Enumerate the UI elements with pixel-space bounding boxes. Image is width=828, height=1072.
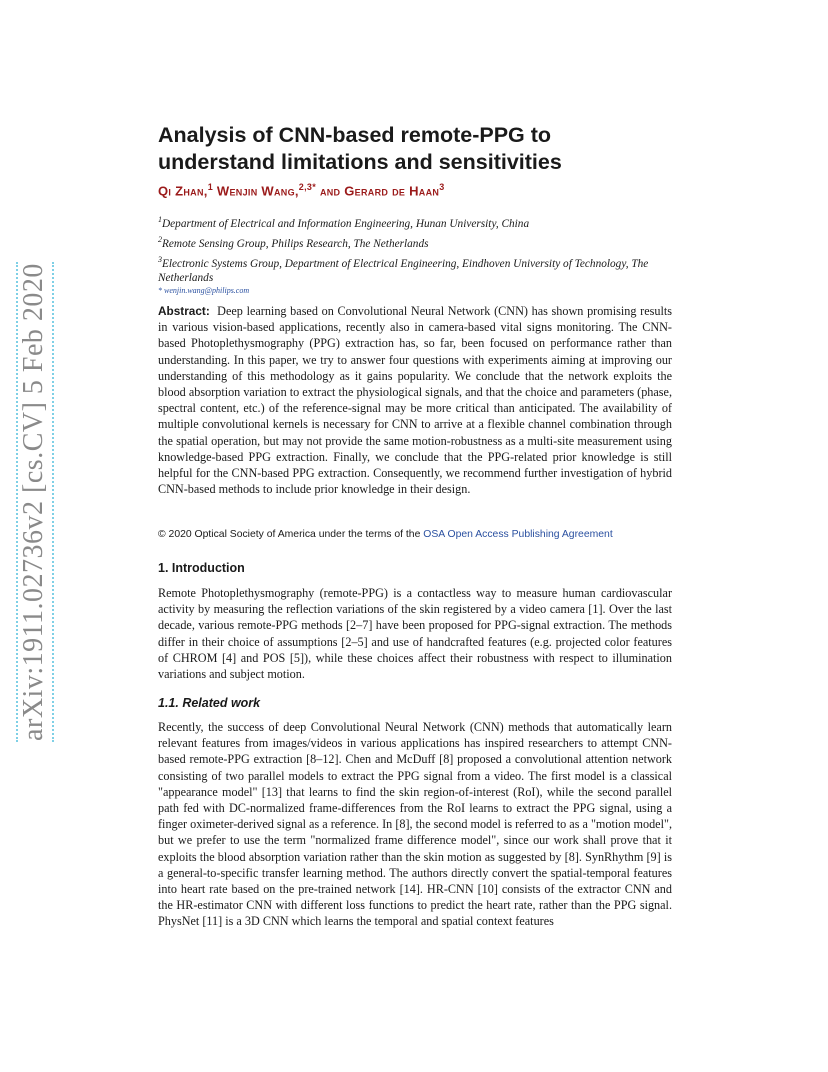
osa-agreement-link[interactable]: OSA Open Access Publishing Agreement: [423, 529, 613, 540]
author-list: [158, 182, 672, 198]
affiliation-number: 1: [158, 215, 162, 224]
abstract-text: Deep learning based on Convolutional Neural Network (CNN) has shown promising results in various vision-based applications, recently also in camera-based vital signs monitoring. The CNN-based Photoplethysmography (PPG) extraction has, so far, been focused on performance rather than understanding. In this paper, we try to answer four questions with experiments aiming at improving our understanding of this methodology as it gains popularity. We conclude that the network exploits the blood absorption variation to extract the physiological signals, and that the choice and parameters (phase, spectral content, etc.) of the reference-signal may be more critical than anticipated. The availability of multiple convolutional kernels is necessary for CNN to arrive at a flexible channel combination through the spatial operation, but may not provide the same motion-robustness as a multi-site measurement using knowledge-based PPG extraction. Finally, we conclude that the PPG-related prior knowledge is still helpful for the CNN-based PPG extraction. Consequently, we recommend further investigation of hybrid CNN-based methods to include prior knowledge in their design.: [158, 304, 672, 497]
affiliation-number: 3: [158, 254, 162, 264]
affiliations: [158, 212, 672, 295]
affiliation-text: Electronic Systems Group, Department of Electrical Engineering, Eindhoven University of Technology, The Netherlands: [158, 257, 649, 285]
affiliation-text: Remote Sensing Group, Philips Research, The Netherlands: [162, 237, 429, 250]
arxiv-stamp[interactable]: [14, 262, 54, 742]
author-affiliation-marker: 2,3*: [298, 182, 317, 192]
arxiv-stamp-text: arXiv:1911.02736v2 [cs.CV] 5 Feb 2020: [18, 263, 49, 741]
affiliation-item: [158, 252, 672, 287]
affiliation-number: 2: [158, 234, 162, 244]
copyright-text: © 2020 Optical Society of America under the terms of the: [158, 529, 424, 540]
author-joiner: and: [319, 183, 341, 199]
author-name: Gerard de Haan: [344, 183, 440, 199]
introduction-paragraph: Remote Photoplethysmography (remote-PPG) is a contactless way to measure human cardiovascular activity by measuring the reflection variations of the skin registered by a video camera [1]. Over the last decade, various remote-PPG methods [2–7] have been proposed for PPG-signal extraction. The methods differ in their choice of assumptions [2–5] and use of handcrafted features (e.g. projected color features of CHROM [4] and POS [5]), while these choices affect their robustness with respect to illumination variations and subject motion.: [158, 586, 672, 682]
author-name: Qi Zhan,: [158, 183, 208, 199]
author-affiliation-marker: 3: [439, 182, 445, 192]
affiliation-text: Department of Electrical and Information Engineering, Hunan University, China: [162, 217, 530, 230]
abstract: [158, 303, 672, 497]
affiliation-item: [158, 212, 672, 232]
subsection-heading-related-work: 1.1. Related work: [158, 696, 261, 710]
corresponding-email[interactable]: * wenjin.wang@philips.com: [158, 286, 250, 296]
section-heading-introduction: 1. Introduction: [158, 561, 245, 575]
author-affiliation-marker: 1: [207, 182, 213, 192]
copyright-notice: [158, 529, 672, 540]
related-work-paragraph: Recently, the success of deep Convolutional Neural Network (CNN) methods that automatically learn relevant features from images/videos in various applications has inspired researchers to attempt CNN-based remote-PPG extraction [8–12]. Chen and McDuff [8] proposed a convolutional attention network consisting of two parallel models to extract the PPG signal from a video. The first model is a classical "appearance model" [13] that learns to find the skin region-of-interest (RoI), while the second parallel path fed with DC-normalized frame-differences from the RoI learns to extract the PPG signal, using a finger oximeter-derived signal as a reference. In [8], the second model is referred to as a "motion model", but we prefer to use the term "normalized frame difference model", since our work shall prove that it exploits the blood absorption variation rather than the skin motion as suggested by [8]. SynRhythm [9] is a general-to-specific transfer learning method. The authors directly convert the spatial-temporal features into heart rate based on the pre-trained network [14]. HR-CNN [10] consists of the extractor CNN and the HR-estimator CNN with different loss functions to predict the heart rate, rather than the PPG signal. PhysNet [11] is a 3D CNN which learns the temporal and spatial context features: [158, 720, 672, 929]
paper-title: Analysis of CNN-based remote-PPG to understand limitations and sensitivities: [158, 123, 562, 174]
affiliation-item: [158, 232, 672, 252]
abstract-label: Abstract:: [158, 304, 210, 318]
author-name: Wenjin Wang,: [216, 183, 299, 199]
